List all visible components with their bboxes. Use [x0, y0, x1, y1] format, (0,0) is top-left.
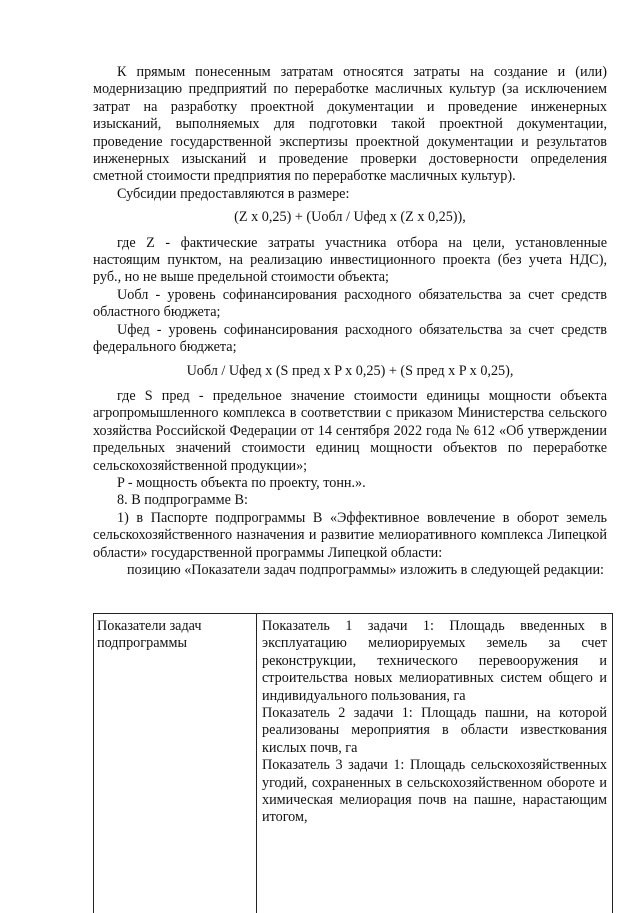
indicator-3: Показатель 3 задачи 1: Площадь сельскохозяйственных угодий, сохраненных в сельскохозяйственном обороте и химическая мелиорация почв на пашне, нарастающим итогом, — [262, 757, 607, 826]
paragraph-item-8: 8. В подпрограмме В: — [117, 492, 248, 509]
paragraph-subsidy-amount: Субсидии предоставляются в размере: — [117, 185, 350, 202]
formula-limit: Uобл / Uфед х (S пред х P х 0,25) + (S пред х P х 0,25), — [186, 362, 514, 379]
body-text-top — [93, 64, 607, 579]
paragraph-uobl-definition: Uобл - уровень софинансирования расходного обязательства за счет средств областного бюджета; — [93, 286, 607, 321]
indicator-1: Показатель 1 задачи 1: Площадь введенных в эксплуатацию мелиорируемых земель за счет реконструкции, технического перевооружения и строительства новых мелиоративных систем общего и индивидуального пользования, га — [262, 618, 607, 704]
paragraph-subitem-1: 1) в Паспорте подпрограммы В «Эффективное вовлечение в оборот земель сельскохозяйственного назначения и развитие мелиоративного комплекса Липецкой области» государственной программы Липецкой области: — [93, 509, 607, 561]
paragraph-s-pred-definition: где S пред - предельное значение стоимости единицы мощности объекта агропромышленного комплекса в соответствии с приказом Министерства сельского хозяйства Российской Федерации от 14 сентября 2022 года № 612 «Об утверждении предельных значений стоимости единиц мощности объектов по переработке сельскохозяйственной продукции»; — [93, 387, 607, 474]
table-label-line-2: подпрограммы — [97, 635, 187, 652]
indicators-table — [93, 613, 613, 913]
table-label-line-1: Показатели задач — [97, 618, 202, 634]
paragraph-z-definition: где Z - фактические затраты участника отбора на цели, установленные настоящим пунктом, на реализацию инвестиционного проекта (без учета НДС), руб., но не выше предельной стоимости объекта; — [93, 234, 607, 286]
table-cell-label — [94, 614, 257, 913]
formula-subsidy: (Z х 0,25) + (Uобл / Uфед х (Z х 0,25)), — [234, 209, 466, 226]
paragraph-p-definition: P - мощность объекта по проекту, тонн.». — [117, 474, 366, 491]
paragraph-direct-costs: К прямым понесенным затратам относятся затраты на создание и (или) модернизацию предприятий по переработке масличных культур (за исключением затрат на разработку проектной документации и проведение инженерных изысканий, выполняемых для подготовки такой проектной документации, проведение государственной экспертизы проектной документации и результатов инженерных изысканий и проведение проверки достоверности определения сметной стоимости предприятия по переработке масличных культур). — [93, 64, 607, 185]
paragraph-position-change: позицию «Показатели задач подпрограммы» изложить в следующей редакции: — [127, 561, 604, 578]
paragraph-ufed-definition: Uфед - уровень софинансирования расходного обязательства за счет средств федерального бюджета; — [93, 321, 607, 356]
table-cell-indicators — [257, 614, 612, 913]
indicator-2: Показатель 2 задачи 1: Площадь пашни, на которой реализованы мероприятия в области известкования кислых почв, га — [262, 705, 607, 756]
